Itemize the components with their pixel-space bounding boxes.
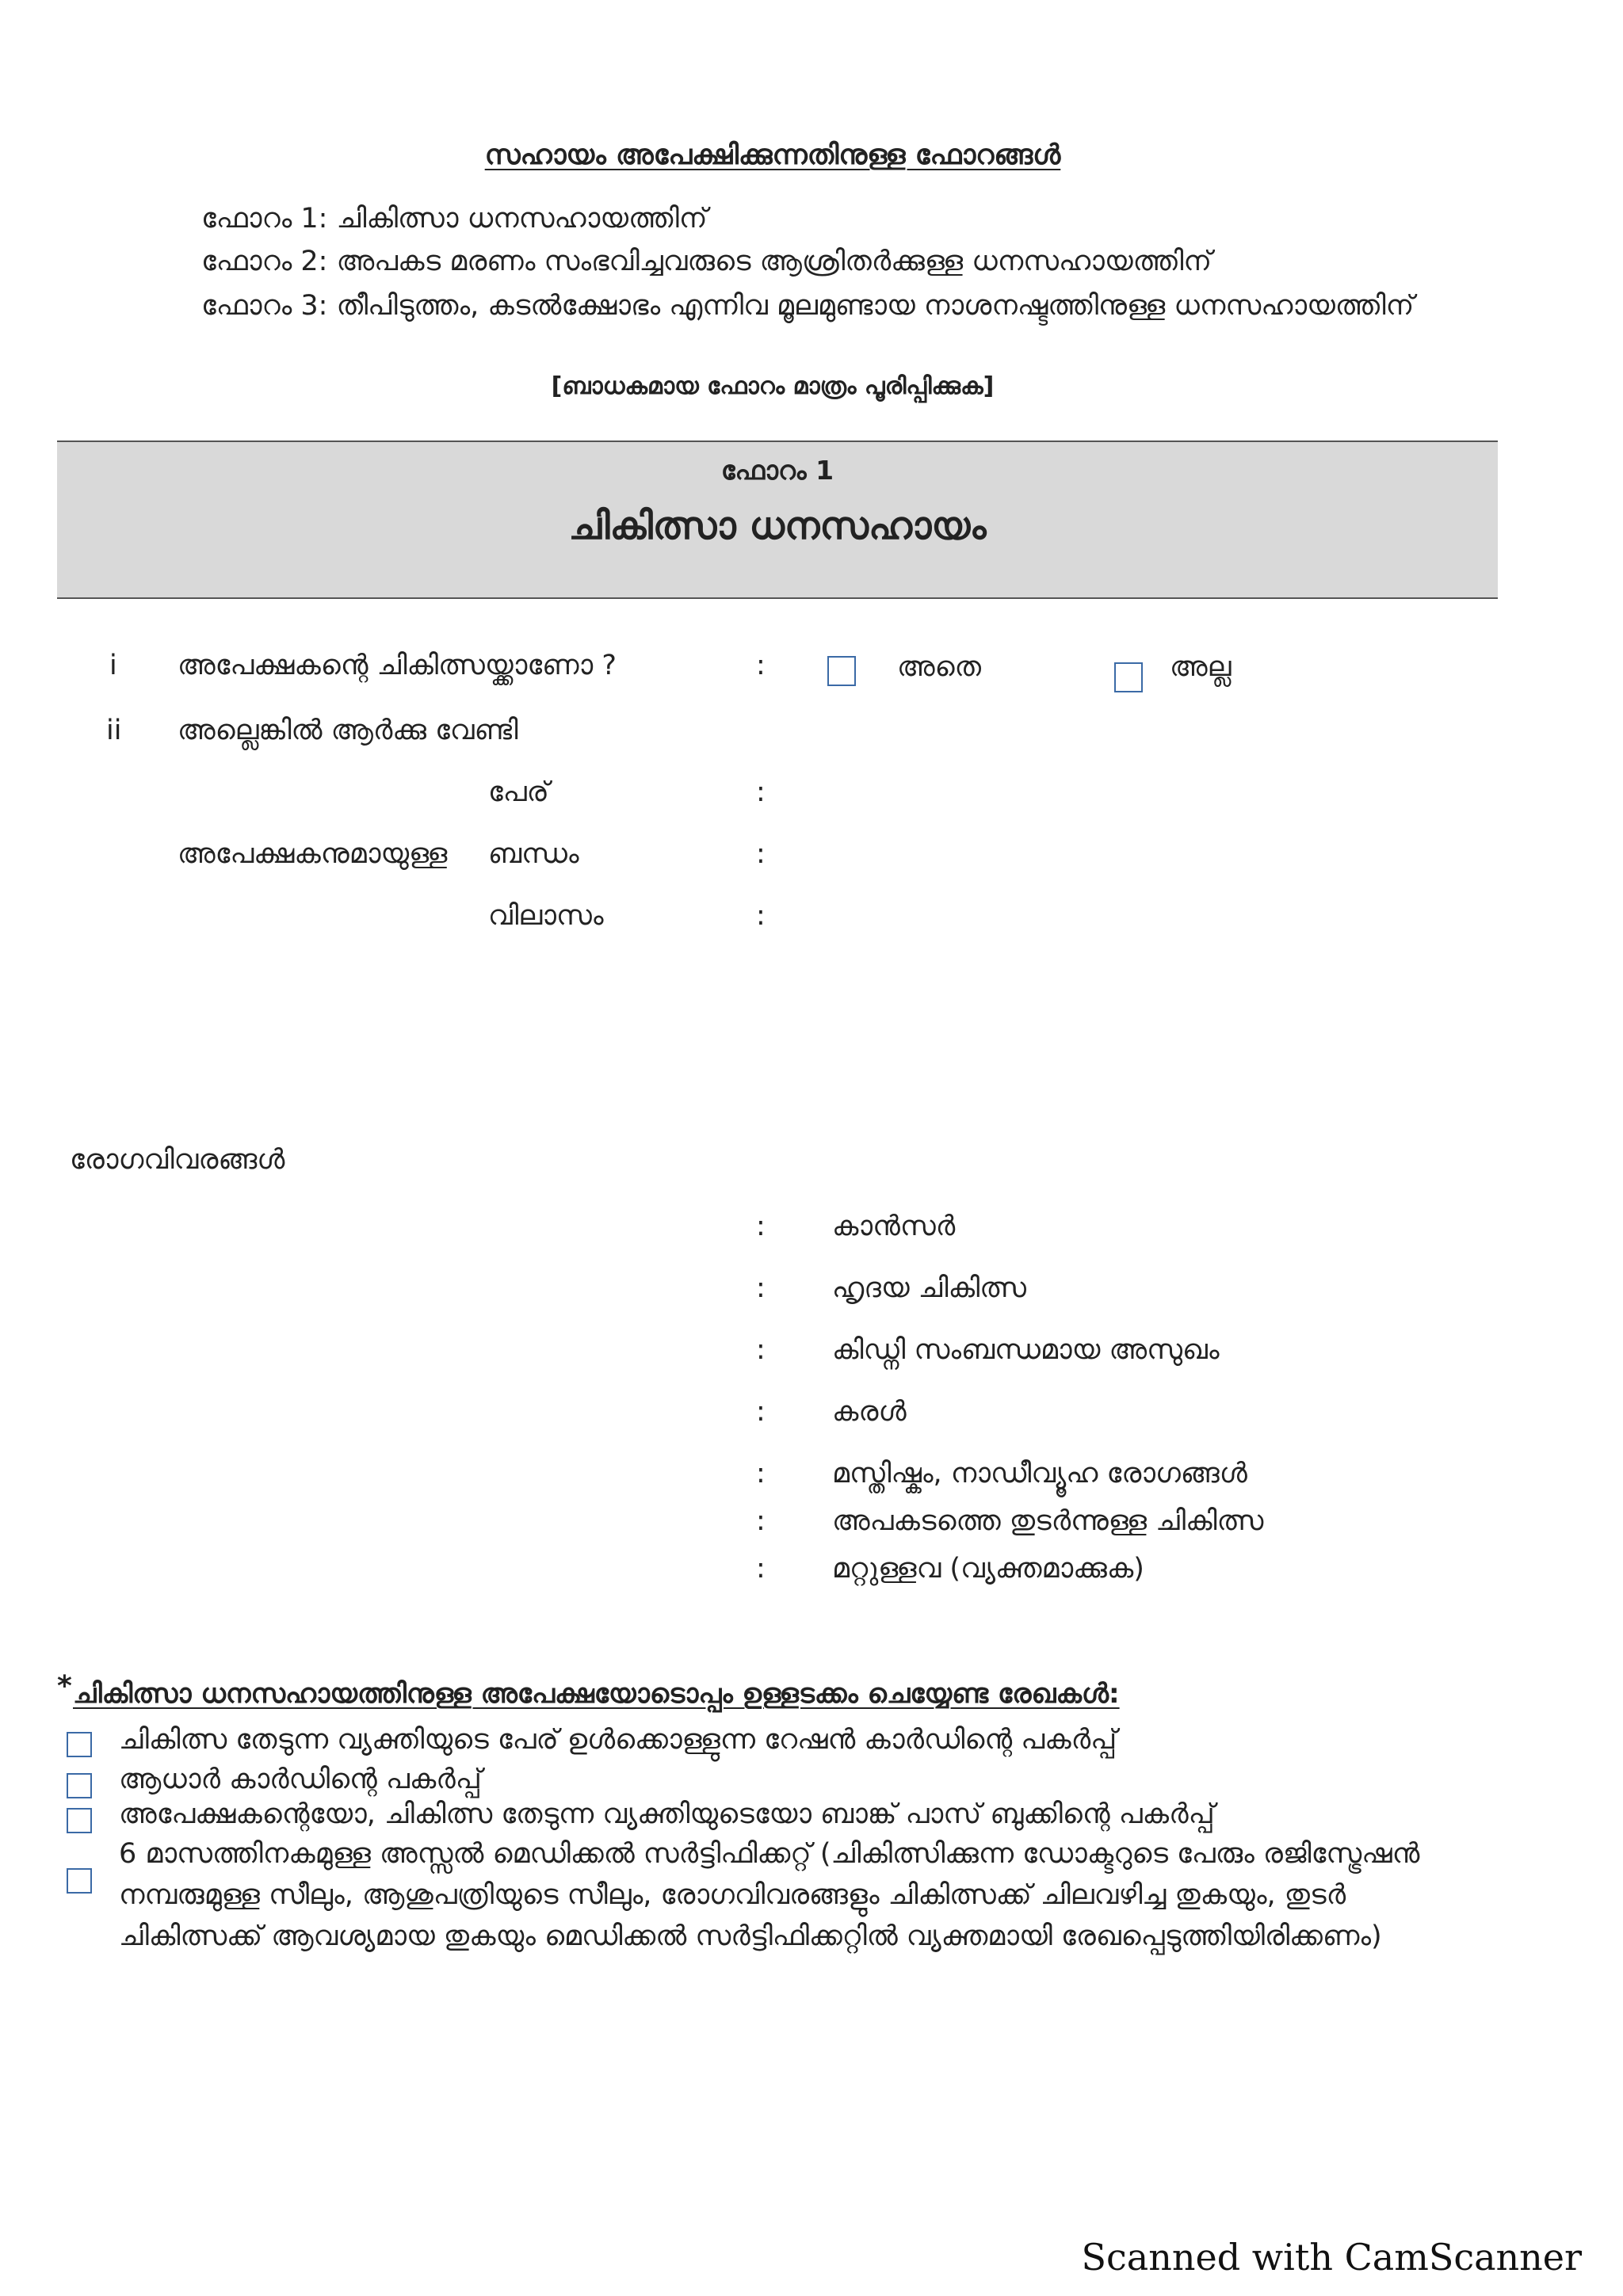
doc-checkbox-ration-card[interactable] [67, 1732, 92, 1757]
disease-heart: ഹൃദയ ചികിത്സ [832, 1272, 1026, 1304]
form-number: ഫോറം 1 [720, 455, 834, 486]
relation-group-label: അപേക്ഷകനുമായുള്ള [178, 838, 448, 870]
doc-checkbox-passbook[interactable] [67, 1808, 92, 1833]
disease-colon: : [756, 1553, 766, 1585]
doc-checkbox-medical-certificate[interactable] [67, 1868, 92, 1894]
disease-colon: : [756, 1272, 766, 1304]
doc-medical-certificate-line-1: 6 മാസത്തിനകമുള്ള അസ്സൽ മെഡിക്കൽ സർട്ടിഫിക്കറ്റ് (ചികിത്സിക്കുന്ന ഡോക്ടറുടെ പേരും രജിസ്ട്രേഷൻ [119, 1838, 1420, 1870]
form-title: ചികിത്സാ ധനസഹായം [568, 504, 987, 548]
form-list-item-2: ഫോറം 2: അപകട മരണം സംഭവിച്ചവരുടെ ആശ്രിതർക്കുള്ള ധനസഹായത്തിന് [201, 246, 1212, 277]
doc-checkbox-aadhaar[interactable] [67, 1773, 92, 1798]
docs-heading: ചികിത്സാ ധനസഹായത്തിനുള്ള അപേക്ഷയോടൊപ്പം ഉള്ളടക്കം ചെയ്യേണ്ട രേഖകൾ: [73, 1678, 1120, 1710]
field-label-address: വിലാസം [488, 900, 604, 932]
field-colon-address: : [756, 900, 766, 932]
disease-cancer: കാൻസർ [832, 1211, 956, 1242]
disease-colon: : [756, 1458, 766, 1489]
no-label: അല്ല [1170, 651, 1232, 683]
disease-others: മറ്റുള്ളവ (വ്യക്തമാക്കുക) [832, 1553, 1144, 1585]
docs-heading-star: * [57, 1670, 72, 1703]
disease-colon: : [756, 1334, 766, 1366]
field-label-name: പേര് [488, 776, 549, 808]
question-1-colon: : [756, 650, 766, 681]
no-checkbox[interactable] [1114, 662, 1143, 692]
question-1-text: അപേക്ഷകന്റെ ചികിത്സയ്ക്കാണോ ? [178, 650, 617, 681]
disease-colon: : [756, 1211, 766, 1242]
yes-checkbox[interactable] [827, 656, 856, 686]
disease-colon: : [756, 1505, 766, 1537]
disease-heading: രോഗവിവരങ്ങൾ [70, 1144, 285, 1176]
form-list-item-1: ഫോറം 1: ചികിത്സാ ധനസഹായത്തിന് [201, 203, 708, 235]
disease-brain: മസ്തിഷ്കം, നാഡീവ്യൂഹ രോഗങ്ങൾ [832, 1458, 1247, 1489]
scanner-watermark: Scanned with CamScanner [1081, 2236, 1582, 2279]
doc-medical-certificate-line-3: ചികിത്സക്ക് ആവശ്യമായ തുകയും മെഡിക്കൽ സർട്ടിഫിക്കറ്റിൽ വ്യക്തമായി രേഖപ്പെടുത്തിയിരിക്കണം) [119, 1920, 1382, 1952]
disease-accident: അപകടത്തെ തുടർന്നുള്ള ചികിത്സ [832, 1505, 1264, 1537]
field-colon-name: : [756, 776, 766, 808]
question-2-text: അല്ലെങ്കിൽ ആർക്കു വേണ്ടി [178, 715, 518, 746]
field-colon-relation: : [756, 838, 766, 870]
doc-aadhaar: ആധാർ കാർഡിന്റെ പകർപ്പ് [119, 1764, 482, 1795]
disease-kidney: കിഡ്നി സംബന്ധമായ അസുഖം [832, 1334, 1220, 1366]
disease-colon: : [756, 1396, 766, 1428]
doc-ration-card: ചികിത്സ തേടുന്ന വ്യക്തിയുടെ പേര് ഉൾക്കൊള്ളുന്ന റേഷൻ കാർഡിന്റെ പകർപ്പ് [119, 1724, 1117, 1756]
fill-instruction: [ബാധകമായ ഫോറം മാത്രം പൂരിപ്പിക്കുക] [551, 372, 995, 400]
form-title-band [57, 441, 1498, 599]
yes-label: അതെ [897, 651, 981, 683]
doc-passbook: അപേക്ഷകന്റെയോ, ചികിത്സ തേടുന്ന വ്യക്തിയുടെയോ ബാങ്ക് പാസ് ബുക്കിന്റെ പകർപ്പ് [119, 1798, 1215, 1830]
question-2-number: ii [106, 715, 122, 746]
disease-liver: കരൾ [832, 1396, 907, 1428]
doc-medical-certificate-line-2: നമ്പരുമുള്ള സീലും, ആശുപത്രിയുടെ സീലും, രോഗവിവരങ്ങളും ചികിത്സക്ക് ചിലവഴിച്ച തുകയും, തുടർ [119, 1879, 1346, 1911]
page-heading: സഹായം അപേക്ഷിക്കുന്നതിനുള്ള ഫോറങ്ങൾ [484, 139, 1061, 171]
question-1-number: i [109, 650, 117, 681]
form-list-item-3: ഫോറം 3: തീപിടുത്തം, കടൽക്ഷോഭം എന്നിവ മൂലമുണ്ടായ നാശനഷ്ടത്തിനുള്ള ധനസഹായത്തിന് [201, 290, 1415, 322]
field-label-relation: ബന്ധം [488, 838, 579, 870]
